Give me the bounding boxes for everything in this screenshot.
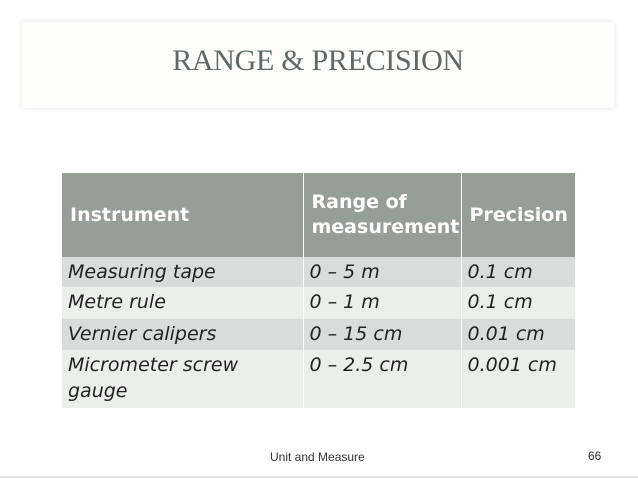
- bottom-divider: [0, 476, 638, 478]
- table-row: [62, 257, 575, 287]
- cell-range: 0 – 5 m: [303, 257, 461, 287]
- header-range: Range of measurement: [303, 173, 461, 257]
- cell-instrument: Vernier calipers: [62, 319, 303, 350]
- instrument-table: [62, 173, 575, 408]
- cell-range: 0 – 15 cm: [303, 319, 461, 350]
- header-instrument: Instrument: [62, 173, 303, 257]
- cell-precision: 0.001 cm: [461, 350, 575, 408]
- cell-range: 0 – 2.5 cm: [303, 350, 461, 408]
- table-header-row: [62, 173, 575, 257]
- table-row: [62, 319, 575, 350]
- cell-instrument: Micrometer screw gauge: [62, 350, 303, 408]
- table-row: [62, 287, 575, 319]
- slide-title: RANGE & PRECISION: [172, 44, 464, 77]
- cell-instrument: Metre rule: [62, 287, 303, 319]
- title-box: [22, 22, 614, 108]
- cell-precision: 0.1 cm: [461, 257, 575, 287]
- page-number: 66: [588, 449, 602, 463]
- cell-precision: 0.1 cm: [461, 287, 575, 319]
- cell-precision: 0.01 cm: [461, 319, 575, 350]
- header-precision: Precision: [461, 173, 575, 257]
- slide-footer: Unit and Measure: [270, 450, 365, 464]
- table-row: [62, 350, 575, 408]
- cell-instrument: Measuring tape: [62, 257, 303, 287]
- cell-range: 0 – 1 m: [303, 287, 461, 319]
